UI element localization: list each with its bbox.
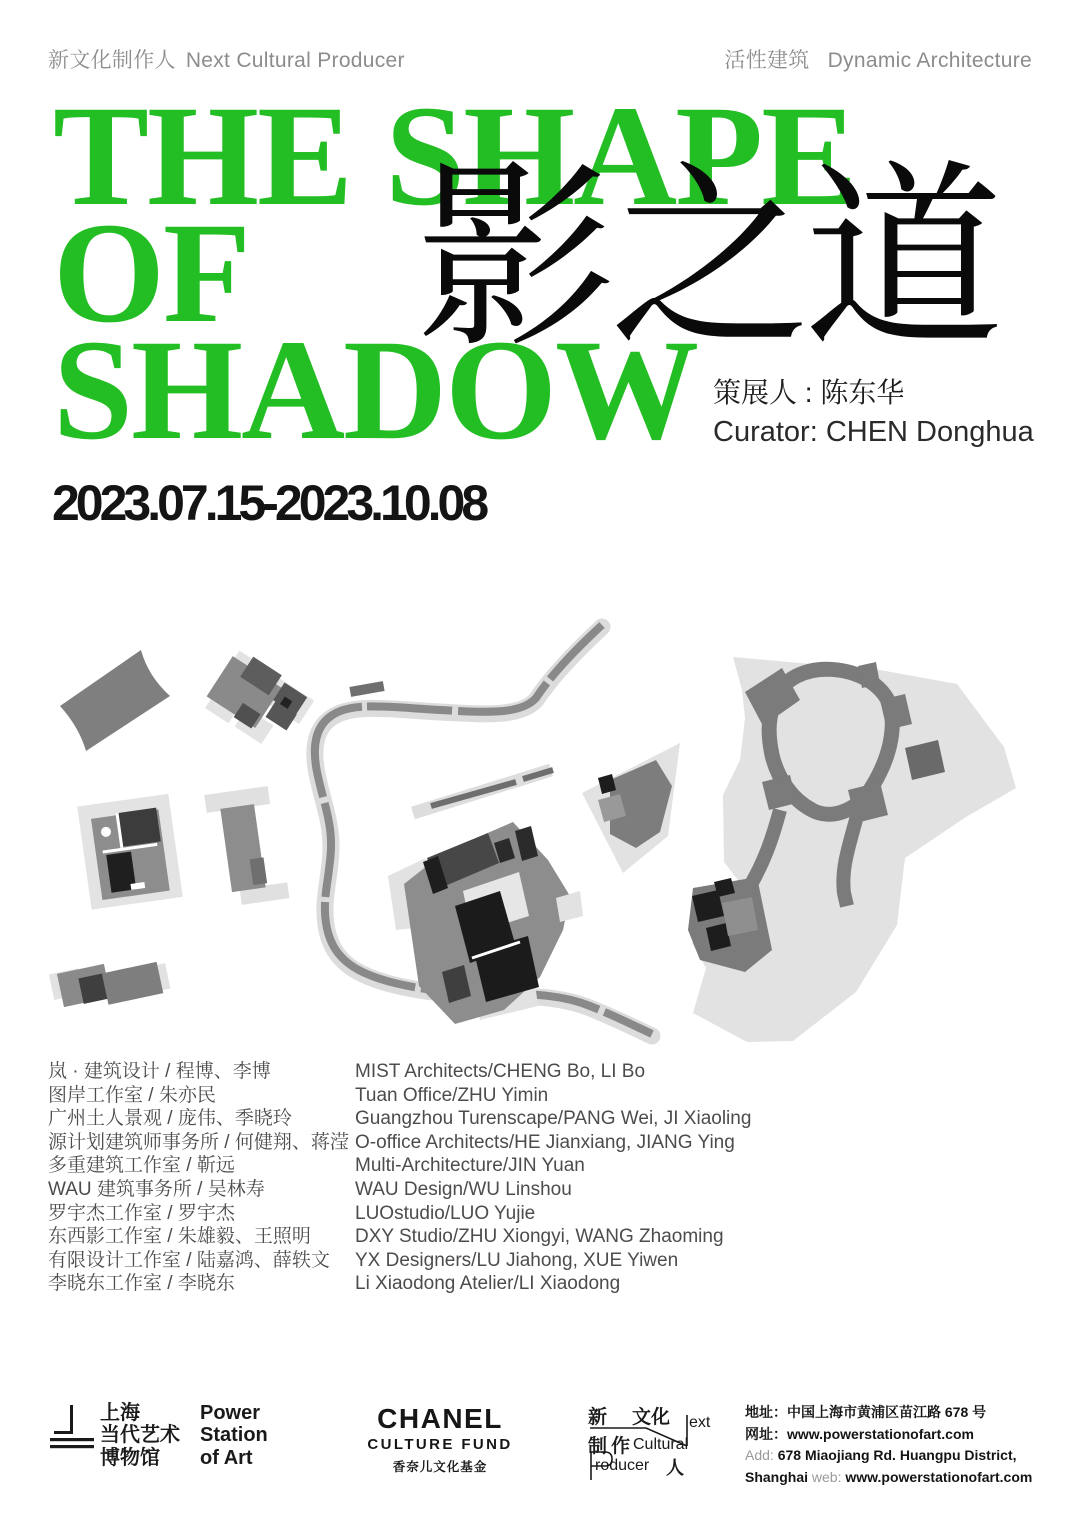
list-item	[48, 1154, 751, 1178]
list-item	[48, 1202, 751, 1226]
address-en-value: 678 Miaojiang Rd. Huangpu District,	[777, 1447, 1017, 1463]
header-left-en: Next Cultural Producer	[185, 49, 405, 72]
participant-en: DXY Studio/ZHU Xiongyi, WANG Zhaoming	[355, 1226, 724, 1248]
address-en	[745, 1445, 1045, 1467]
participant-cn: 源计划建筑师事务所 / 何健翔、蒋滢	[48, 1131, 349, 1153]
website-cn-value: www.powerstationofart.com	[787, 1425, 974, 1442]
header-left	[48, 44, 405, 74]
ncp-ren: 人	[666, 1458, 684, 1478]
psa-cn-line2: 当代艺术	[100, 1424, 180, 1447]
psa-cn-line3: 博物馆	[100, 1446, 160, 1469]
title-line-2: OF	[53, 194, 249, 353]
psa-en-line3: of Art	[200, 1446, 253, 1469]
exhibition-title-cn: 影之道	[416, 151, 999, 372]
list-item	[48, 1249, 751, 1273]
title-line-1: THE SHAPE	[53, 77, 856, 236]
address-cn	[745, 1402, 1045, 1424]
website-cn	[745, 1424, 1045, 1446]
participant-en: MIST Architects/CHENG Bo, LI Bo	[355, 1061, 646, 1082]
website-en-label: web:	[811, 1468, 842, 1485]
psa-cn-line1: 上海	[100, 1402, 140, 1424]
participant-en: Guangzhou Turenscape/PANG Wei, JI Xiaoling	[355, 1108, 752, 1130]
header-right-cn: 活性建筑	[724, 49, 810, 72]
list-item	[48, 1107, 751, 1131]
ncp-xin: 新	[588, 1407, 608, 1428]
building-column	[204, 785, 289, 908]
list-item	[48, 1131, 751, 1155]
website-en-value: www.powerstationofart.com	[845, 1468, 1033, 1485]
psa-name-en	[200, 1402, 268, 1469]
website-cn-label: 网址：	[745, 1425, 787, 1442]
list-item	[48, 1272, 751, 1296]
building-square-plan	[77, 794, 183, 910]
ncp-wenhua: 文化	[632, 1407, 671, 1428]
list-item	[48, 1060, 751, 1084]
ncp-cultural: Cultural	[633, 1436, 689, 1453]
curator-block	[713, 374, 1034, 452]
ncp-ext: ext	[689, 1414, 711, 1431]
participant-cn: WAU 建筑事务所 / 吴林寿	[48, 1178, 265, 1200]
header-right-en: Dynamic Architecture	[827, 49, 1032, 72]
address-block	[745, 1402, 1045, 1488]
exhibition-dates: 2023.07.15-2023.10.08	[52, 475, 486, 531]
participant-cn: 罗宇杰工作室 / 罗宇杰	[48, 1202, 235, 1224]
ncp-producer: roducer	[595, 1457, 650, 1474]
chanel-wordmark: CHANEL	[377, 1403, 503, 1434]
psa-en-line2: Station	[200, 1424, 268, 1447]
chanel-culture-fund-logo	[355, 1404, 525, 1475]
participant-cn: 图岸工作室 / 朱亦民	[48, 1084, 216, 1106]
participant-en: Multi-Architecture/JIN Yuan	[355, 1155, 585, 1177]
ncp-zuo: 作	[611, 1436, 631, 1457]
building-cluster-top	[205, 651, 314, 744]
participant-cn: 岚 · 建筑设计 / 程博、李博	[48, 1061, 271, 1082]
address-cn-label: 地址：	[745, 1404, 787, 1420]
estate-right	[688, 657, 1016, 1042]
psa-name-cn	[100, 1402, 180, 1469]
participant-en: LUOstudio/LUO Yujie	[355, 1202, 536, 1224]
participant-en: WAU Design/WU Linshou	[355, 1178, 572, 1200]
thin-bars	[413, 770, 553, 813]
building-concave-block	[60, 650, 170, 751]
header	[48, 44, 1032, 74]
ncp-zhi: 制	[588, 1436, 608, 1457]
chanel-cn: 香奈儿文化基金	[392, 1460, 488, 1474]
address-en-city: Shanghai	[745, 1468, 809, 1485]
address-cn-value: 中国上海市黄浦区苗江路 678 号	[787, 1404, 987, 1420]
participant-en: Li Xiaodong Atelier/LI Xiaodong	[355, 1273, 621, 1295]
participant-en: YX Designers/LU Jiahong, XUE Yiwen	[355, 1249, 679, 1271]
next-cultural-producer-logo	[588, 1402, 720, 1482]
participant-cn: 有限设计工作室 / 陆嘉鸿、薛轶文	[48, 1249, 330, 1271]
participant-en: O-office Architects/HE Jianxiang, JIANG Ying	[355, 1131, 735, 1153]
list-item	[48, 1178, 751, 1202]
participant-en: Tuan Office/ZHU Yimin	[355, 1084, 549, 1106]
curator-cn: 策展人 : 陈东华	[713, 377, 905, 408]
psa-en-line1: Power	[200, 1402, 261, 1424]
building-triangle-plot	[582, 743, 680, 873]
website-en	[745, 1467, 1045, 1489]
participant-cn: 多重建筑工作室 / 靳远	[48, 1155, 235, 1177]
chanel-sub: CULTURE FUND	[367, 1436, 513, 1453]
participant-cn: 东西影工作室 / 朱雄毅、王照明	[48, 1226, 311, 1248]
curator-en: Curator: CHEN Donghua	[713, 416, 1034, 448]
list-item	[48, 1084, 751, 1108]
title-line-3: SHADOW	[53, 311, 698, 470]
footer	[48, 1400, 1032, 1510]
participants-list	[48, 1060, 751, 1296]
address-en-label: Add:	[745, 1447, 774, 1463]
participant-cn: 广州土人景观 / 庞伟、季晓玲	[48, 1108, 292, 1130]
psa-logo-icon	[50, 1403, 96, 1453]
building-strip	[49, 950, 171, 1015]
header-right	[724, 44, 1032, 74]
header-left-cn: 新文化制作人	[48, 49, 176, 72]
list-item	[48, 1225, 751, 1249]
participant-cn: 李晓东工作室 / 李晓东	[48, 1273, 235, 1295]
